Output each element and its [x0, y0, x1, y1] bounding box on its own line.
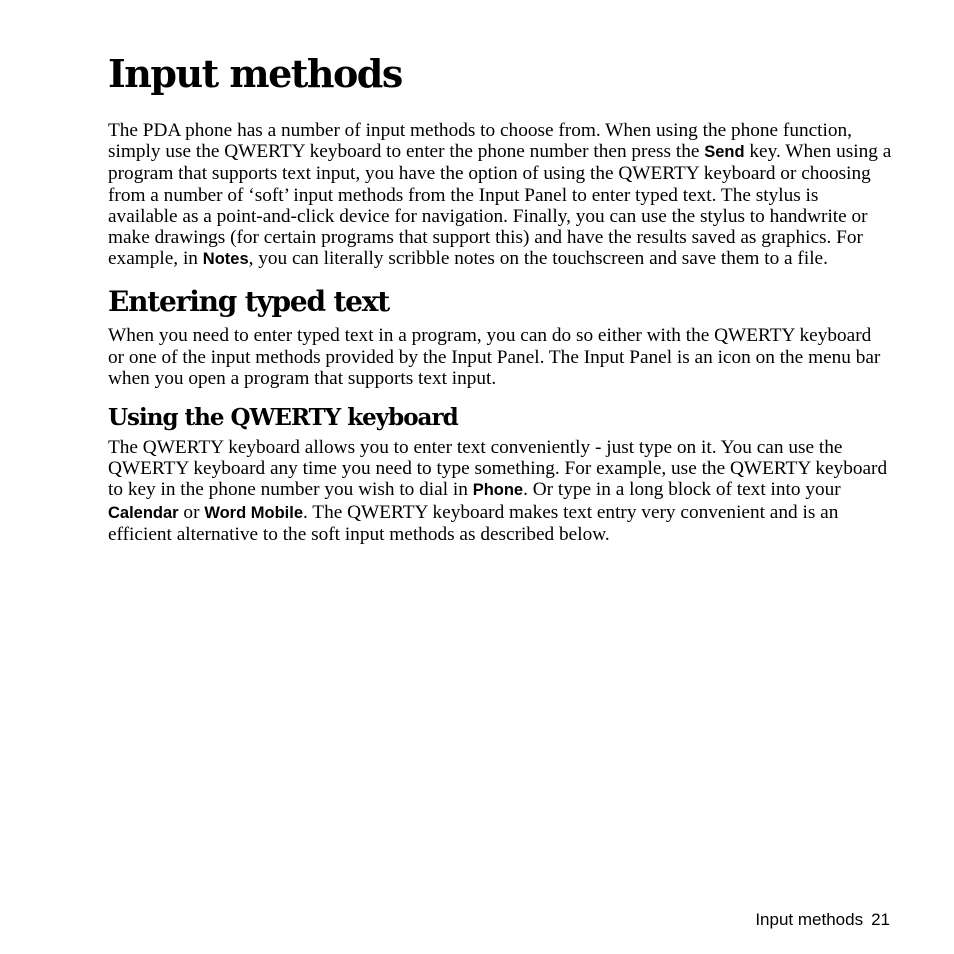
- qwerty-text-2: . Or type in a long block of text into your: [523, 479, 841, 501]
- page-footer: [755, 909, 890, 931]
- page-number: 21: [871, 910, 890, 929]
- intro-text-2: key. When using a program that supports text input, you have the option of using the QWERTY keyboard or choosing from a number of ‘soft’ input methods from the Input Panel to enter typed text. The stylus is available as a point-and-click device for navigation. Finally, you can use the stylus to handwrite or make drawings (for certain programs that support this) and have the results saved as graphics. For example, in: [108, 141, 892, 270]
- intro-text-3: , you can literally scribble notes on the touchscreen and save them to a file.: [248, 248, 828, 270]
- entering-typed-text-paragraph: When you need to enter typed text in a program, you can do so either with the QWERTY keyboard or one of the input methods provided by the Input Panel. The Input Panel is an icon on the menu bar when you open a program that supports text input.: [108, 325, 881, 389]
- send-key-label: Send: [704, 143, 745, 162]
- qwerty-keyboard-paragraph: [108, 437, 892, 545]
- word-mobile-program-label: Word Mobile: [204, 503, 303, 522]
- intro-text-1: The PDA phone has a number of input methods to choose from. When using the phone function, simply use the QWERTY keyboard to enter the phone number then press the: [108, 120, 852, 163]
- qwerty-text-3: or: [178, 501, 205, 523]
- calendar-program-label: Calendar: [108, 503, 179, 522]
- notes-program-label: Notes: [202, 250, 249, 269]
- qwerty-text-4: . The QWERTY keyboard makes text entry very convenient and is an efficient alternative to the soft input methods as described below.: [108, 501, 839, 545]
- intro-paragraph: [108, 120, 892, 270]
- footer-section-name: Input methods: [755, 910, 864, 929]
- phone-program-label: Phone: [472, 481, 524, 500]
- page-title: Input methods: [108, 51, 402, 96]
- entering-typed-text-heading: Entering typed text: [108, 285, 390, 319]
- qwerty-keyboard-heading: Using the QWERTY keyboard: [108, 404, 458, 432]
- page-content: [108, 50, 892, 545]
- qwerty-text-1: The QWERTY keyboard allows you to enter text conveniently - just type on it. You can use the QWERTY keyboard any time you need to type something. For example, use the QWERTY keyboard to key in the phone number you wish to dial in: [108, 437, 888, 501]
